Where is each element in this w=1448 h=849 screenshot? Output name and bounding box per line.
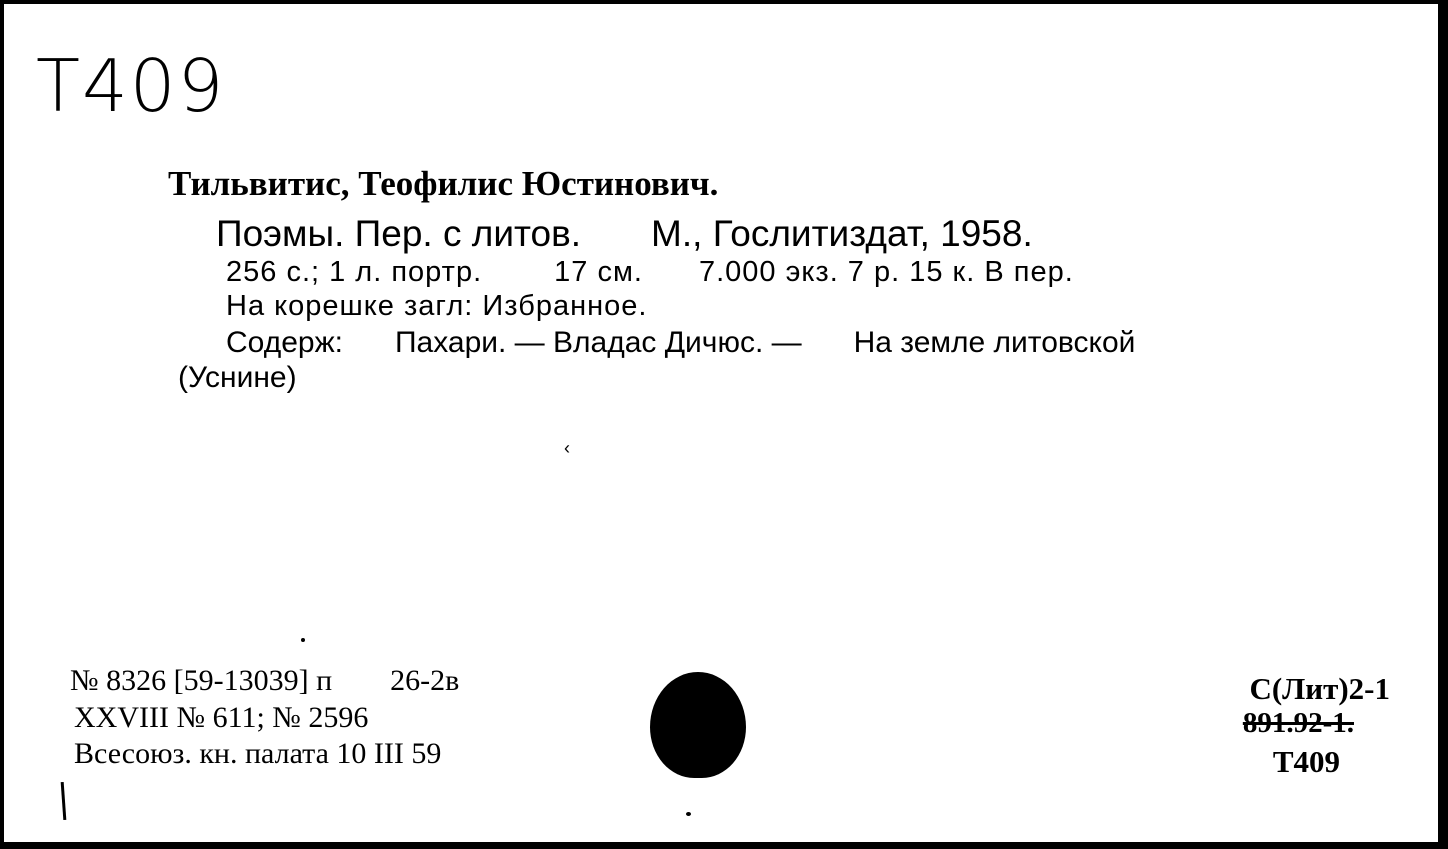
publication-info: М., Гослитиздат, 1958. (651, 213, 1033, 254)
catalog-card (4, 4, 1438, 842)
registration-line-3: Всесоюз. кн. палата 10 III 59 (74, 737, 442, 770)
contents-items: Пахари. — Владас Дичюс. — (394, 326, 802, 359)
classification-line-2-struck: 891.92-1. (1242, 707, 1354, 739)
contents-continuation: (Уснине) (178, 361, 297, 394)
ink-dot (686, 812, 691, 816)
punch-hole (650, 672, 746, 778)
stray-mark: ‹ (564, 438, 570, 458)
registration-code: 26-2в (390, 664, 460, 697)
title-line (216, 213, 1033, 255)
contents-line (226, 326, 1135, 360)
contents-last-item: На земле литовской (853, 326, 1136, 359)
size: 17 см. (554, 256, 643, 288)
registration-line-1 (70, 664, 459, 698)
pages: 256 с.; 1 л. портр. (226, 256, 483, 288)
title: Поэмы. Пер. с литов. (216, 213, 582, 254)
classification-line-3: Т409 (1272, 744, 1340, 779)
handwritten-call-number: Т409 (36, 44, 226, 128)
ink-dot (301, 638, 305, 642)
edition-price: 7.000 экз. 7 р. 15 к. В пер. (698, 256, 1074, 288)
registration-line-2: XXVIII № 611; № 2596 (74, 701, 369, 734)
spine-note: На корешке загл: Избранное. (226, 290, 648, 322)
pen-mark (61, 782, 67, 820)
registration-number: № 8326 [59-13039] п (70, 664, 333, 697)
classification-line-1: С(Лит)2-1 (1249, 671, 1390, 706)
author-heading: Тильвитис, Теофилис Юстинович. (168, 164, 719, 203)
contents-label: Содерж: (226, 326, 343, 359)
physical-description (226, 256, 1074, 289)
